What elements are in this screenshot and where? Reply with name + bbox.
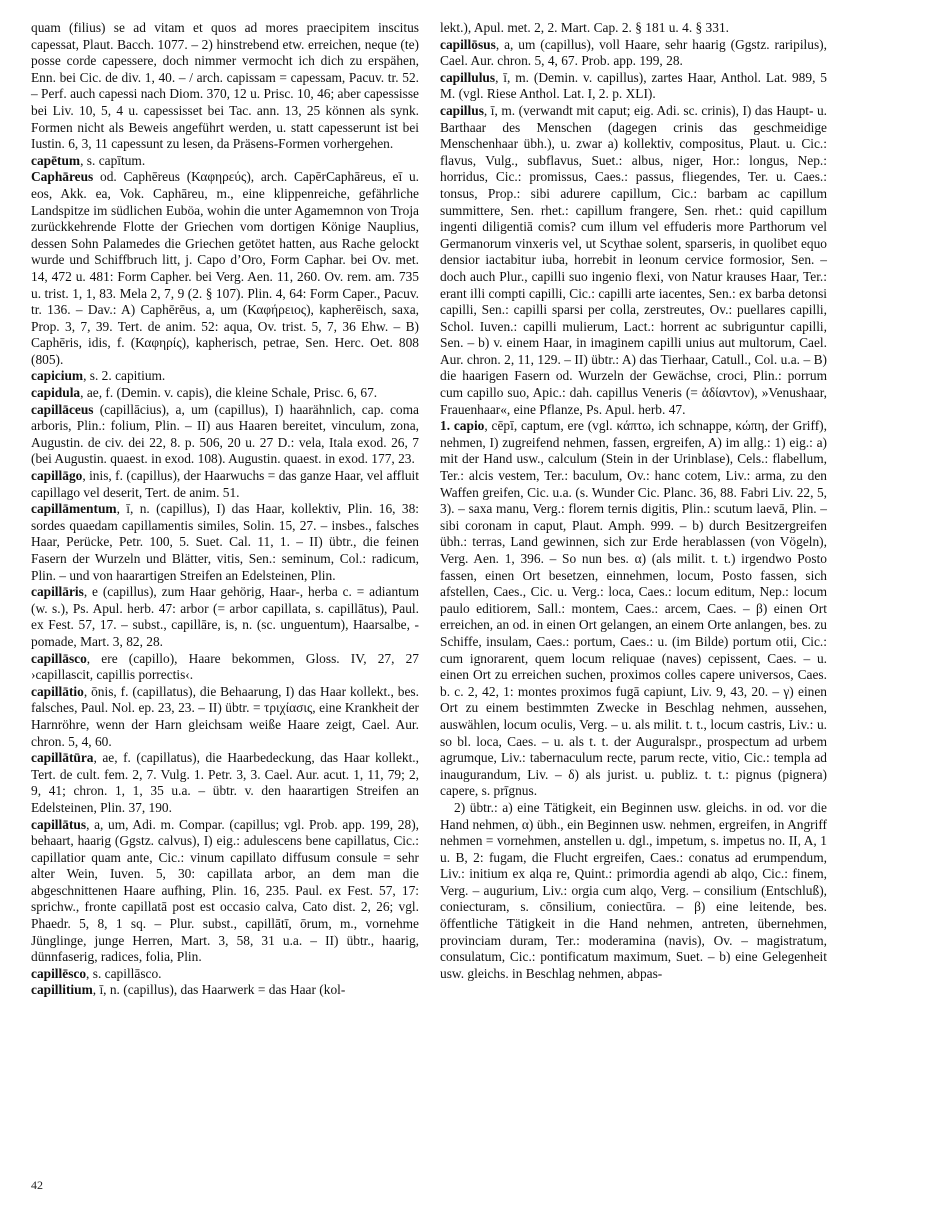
dictionary-entry (440, 37, 827, 70)
entry-text: , ere (capillo), Haare bekommen, Gloss. IV, 27, 27 ›capillascit, capillis porrectis‹. (31, 650, 419, 683)
entry-text: (capillācius), a, um (capillus), I) haarähnlich, cap. coma arboris, Plin.: folium, Plin. – II) aus Haaren bereitet, vinculum, zona, Augustin. de civ. dei 22, 8. p. 506, 20 u. 27 D.: vela, Itala exod. 26, 7 (bei Augustin. quaest. in exod. 108). Augustin. quaest. in exod. 177, 23. (31, 401, 419, 467)
entry-headword: capillāsco (31, 650, 87, 666)
entry-headword: capillātus (31, 816, 87, 832)
entry-headword: Caphāreus (31, 169, 94, 185)
entry-text: od. Caphēreus (Καφηρεύς), arch. CapērCaphāreus, eī u. eos, Akk. ea, Vok. Caphāreu, m., eine klippenreiche, gefährliche Landspitze im südlichen Euböa, wohin die unter Agamemnon von Troja zurückkehrende Flotte der Griechen vom dortigen Könige Nauplius, dessen Sohn Palamedes die Griechen getötet hatten, aus Rache gelockt wurde und Schiffbruch litt, j. Capo d’Oro, Form Caphar. bei Ov. met. 14, 472 u. 481: Form Capher. bei Verg. Aen. 11, 260. Ov. rem. am. 735 u. trist. 1, 1, 83. Mela 2, 7, 9 (2. § 107). Plin. 4, 64: Form Caper., Pacuv. tr. 136. – Dav.: A) Caphērēus, a, um (Καφήρειος), kapherēisch, saxa, Prop. 3, 7, 39. Tert. de anim. 52: aqua, Ov. trist. 5, 7, 36 Ehw. – B) Caphēris, idis, f. (Καφηρίς), kapherisch, petrae, Sen. Herc. Oet. 808 (805). (31, 169, 419, 367)
dictionary-entry (31, 584, 419, 650)
dictionary-entry (31, 402, 419, 468)
entry-headword: capillātio (31, 683, 84, 699)
entry-headword: capillus (440, 102, 484, 118)
dictionary-entry (31, 750, 419, 816)
dictionary-entry (31, 684, 419, 750)
entry-text: 2) übtr.: a) eine Tätigkeit, ein Beginnen usw. gleichs. in od. vor die Hand nehmen, α) übh., ein Beginnen usw. nehmen, ergreifen, in Angriff nehmen = vornehmen, anstellen u. dgl., impetum, s. impetus no. II, A, 1 u. B, 2: fugam, die Flucht ergreifen, Caes.: conatus ad erumpendum, Liv.: initium ex alqa re, Quint.: primordia agendi ab alqo, Cic.: finem, Verg. – augurium, Liv.: orgia cum alqo, Verg. – consilium (Entschluß), coniecturam, s. cōnsilium, coniectūra. – β) eine leitende, bes. öffentliche Tätigkeit in die Hand nehmen, antreten, übernehmen, provinciam duram, Ter.: moderamina (navis), Ov. – magistratum, consulatum, Cic.: pontificatum maximum, Suet. – b) eine Gelegenheit usw. gleichs. in Beschlag nehmen, abpas- (440, 799, 827, 981)
dictionary-entry (31, 982, 419, 999)
entry-headword: capillōsus (440, 36, 496, 52)
entry-text: , ae, f. (Demin. v. capis), die kleine Schale, Prisc. 6, 67. (80, 385, 378, 401)
dictionary-entry (31, 385, 419, 402)
entry-text: , s. capillāsco. (86, 965, 162, 981)
page-number: 42 (31, 1178, 43, 1192)
entry-headword: 1. capio (440, 418, 485, 434)
entry-headword: capillāgo (31, 468, 83, 484)
dictionary-entry (440, 20, 827, 37)
entry-headword: capicium (31, 368, 84, 384)
entry-text: , inis, f. (capillus), der Haarwuchs = das ganze Haar, vel affluit capillago vel deserit, Tert. de anim. 51. (31, 468, 419, 500)
entry-headword: capillāmentum (31, 501, 117, 517)
entry-headword: capētum (31, 152, 81, 168)
entry-text: , a, um (capillus), voll Haare, sehr haarig (Ggstz. raripilus), Cael. Aur. chron. 5, 4, 67. Prob. app. 199, 28. (440, 36, 827, 69)
entry-headword: capillulus (440, 69, 496, 85)
right-column (440, 20, 827, 982)
dictionary-entry (440, 418, 827, 800)
dictionary-entry (31, 153, 419, 170)
dictionary-entry (31, 501, 419, 584)
entry-headword: capidula (31, 385, 81, 401)
dictionary-entry (31, 817, 419, 966)
dictionary-entry (31, 169, 419, 368)
dictionary-entry (31, 468, 419, 501)
entry-text: , ī, n. (capillus), I) das Haar, kollektiv, Plin. 16, 38: sordes quaedam capillamentis similes, Solin. 15, 27. – insbes., falsches Haar, Perücke, Petr. 100, 5. Suet. Cal. 11, 1. – II) übtr., die feinen Fasern der Wurzeln und Blätter, vitis, Sen.: seminum, Col.: radicum, Plin. – und von haarartigen Streifen an Edelsteinen, Plin. (31, 501, 419, 583)
entry-headword: capillātūra (31, 750, 94, 766)
entry-text: , s. 2. capitium. (83, 368, 166, 384)
dictionary-entry (31, 651, 419, 684)
entry-headword: capillēsco (31, 965, 87, 981)
entry-text: , cēpī, captum, ere (vgl. κάπτω, ich schnappe, κώπη, der Griff), nehmen, I) zugreifend nehmen, fassen, ergreifen, A) im allg.: 1) eig.: a) mit der Hand usw., calculum (Stein in der Urinblase), Cels.: flabellum, Ter.: alcis vestem, Ter.: baculum, Ov.: hanc cotem, Liv.: arma, zu den Waffen greifen, Cic. u.a. (s. Wunder Cic. Planc. 36, 88. Fabri Liv. 22, 5, 3). – saxa manu, Verg.: florem ternis digitis, Plin.: scutum laevā, Plin. – sibi coronam in caput, Plaut. Amph. 999. – b) durch Besitzergreifen übh.: terras, Land gewinnen, sich zur Erde herablassen (von Vögeln), Verg. Aen. 1, 396. – So nun bes. α) (als milit. t. t.) irgendwo Posto fassen, einen Ort besetzen, einnehmen, locum, Posto fassen, sich afstellen, Caes., Cic. u. Verg.: loca, Caes.: locum editum, Nep.: locum paulo editiorem, Sall.: montem, Caes.: arcem, Caes. – β) einen Ort erreichen, an od. in einen Ort gelangen, an einem Orte anlangen, bes. zu Schiffe, insulam, Caes.: portum, Caes.: u. (im Bilde) portum otii, Cic.: cum ignorarent, quem locum reliquae (naves) cepissent, Caes. – u. einen Ort zu erreichen suchen, proximos colles capere universos, Caes. b. c. 2, 42, 1: montes proximos fugā capiunt, Liv. 9, 43, 20. – γ) einen Ort zu einem bestimmten Zwecke in Beschlag nehmen, aussehen, auswählen, locum oculis, Verg. – u. als milit. t. t., locum castris, Liv.: u. so bl. loca, Caes. – u. als t. t. der Auguralspr., prospectum ad urbem agrumque, Liv.: tabernaculum recte, parum recte, vitio, Cic.: templa ad inaugurandum, Liv. – δ) als jurist. u. publiz. t. t.: pignus (pignera) capere, s. prīgnus. (440, 418, 827, 799)
dictionary-entry (440, 103, 827, 418)
entry-text: , ī, n. (capillus), das Haarwerk = das Haar (kol- (92, 982, 346, 998)
entry-text: lekt.), Apul. met. 2, 2. Mart. Cap. 2. § 181 u. 4. § 331. (440, 20, 729, 35)
entry-text: , ōnis, f. (capillatus), die Behaarung, I) das Haar kollekt., bes. falsches, Paul. Nol. ep. 23, 23. – II) übtr. = τριχίασις, eine Krankheit der Harnröhre, wenn der Harn gleichsam weiße Haare zeigt, Cael. Aur. chron. 5, 4, 60. (31, 683, 419, 749)
entry-text: , a, um, Adi. m. Compar. (capillus; vgl. Prob. app. 199, 28), behaart, haarig (Ggstz. calvus), I) eig.: adulescens bene capillatus, Cic.: capillatior quam ante, Cic.: vinum capillato diffusum consule = sehr alter Wein, Iuven. 5, 30: capillata arbor, an dem man die abgeschnittenen Haare aufhing, Plin. 16, 235. Paul. ex Fest. 57, 17: sprichw., fronte capillatā post est occasio calva, Cato dist. 2, 26; vgl. Phaedr. 5, 8, 1 sq. – Plur. subst., capillātī, ōrum, m., vornehme Jünglinge, junge Herren, Mart. 3, 58, 31 u.a. – II) übtr., haarig, dünnfaserig, radices, folia, Plin. (31, 816, 419, 965)
entry-text: , ī, m. (verwandt mit caput; eig. Adi. sc. crinis), I) das Haupt- u. Barthaar des Menschen (dagegen crinis das geschmeidige Menschenhaar übh.), u. zwar a) kollektiv, compositus, Plaut. u. Cic.: flavus, Vulg., subflavus, Suet.: albus, niger, Hor.: longus, Nep.: horridus, Cic.: promissus, Caes.: passus, fliegendes, Ter. u. Caes.: tonsus, Prop.: sibi adurere capillum, Cic.: barbam ac capillum summittere, Sen. rhet.: capillum frangere, Sen. rhet.: quid capillum ingenti diligentiā comis? cum illum vel effuderis more Parthorum vel Germanorum vinxeris vel, ut Scythae solent, sparseris, in quolibet equo densior iactabitur iuba, horrebit in leonum cervice formosior, Sen. – doch auch Plur., capilli suo ingenio flexi, von Natur krauses Haar, Ter.: erant illi compti capilli, Cic.: capilli arte iacentes, Sen.: ex barba detonsi capilli, Sen.: capilli sparsi per colla, zerstreutes, Ov.: puellares capilli, Schol. Iuven.: capilli mulierum, Lact.: horrent ac subriguntur capilli, Sen. – b) v. einem Haar, in imaginem capilli unius aut multorum, Cael. Aur. chron. 2, 11, 129. – II) übtr.: A) das Tierhaar, Catull., Col. u.a. – B) die haarigen Fasern od. Wurzeln der Gewächse, croci, Plin.: porrum cum capillo suo, Apic.: dah. capillus Veneris (= ἀδίαντον), »Venushaar, Frauenhaar«, eine Pflanze, Ps. Apul. herb. 47. (440, 102, 827, 417)
entry-text: quam (filius) se ad vitam et quos ad mores praecipitem inscitus capessat, Plaut. Bacch. 1077. – 2) hinstrebend etw. erreichen, neque (te) posse corde capessere, doch nimmer vermocht ich dich zu erspähen, Enn. bei Cic. de div. 1, 40. – / arch. capissam = capessam, Pacuv. tr. 52. – Perf. auch capessi nach Diom. 370, 12 u. Prisc. 10, 46; aber capessisse bei Liv. 10, 5, 4 u. capessisset bei Tac. ann. 13, 25 können als synk. Formen nicht als Beweis angeführt werden, u. statt capesserunt ist bei Iustin. 6, 3, 11 capessunt zu lesen, da Präsens-Formen vorhergehen. (31, 20, 419, 152)
entry-headword: capillāceus (31, 401, 94, 417)
entry-text: , ī, m. (Demin. v. capillus), zartes Haar, Anthol. Lat. 989, 5 M. (vgl. Riese Anthol. Lat. I, 2. p. XLI). (440, 69, 827, 102)
entry-text: , ae, f. (capillatus), die Haarbedeckung, das Haar kollekt., Tert. de cult. fem. 2, 7. Vulg. 1. Petr. 3, 3. Cael. Aur. acut. 1, 11, 79; 2, 9, 41; chron. 1, 1, 35 u.a. – übtr. v. den haarartigen Streifen an Edelsteinen, Plin. 37, 190. (31, 750, 419, 815)
dictionary-entry (31, 20, 419, 153)
dictionary-entry (31, 368, 419, 385)
entry-text: , s. capītum. (80, 152, 146, 168)
dictionary-entry (440, 70, 827, 103)
entry-headword: capillitium (31, 982, 93, 998)
entry-headword: capillāris (31, 584, 84, 600)
dictionary-entry (31, 966, 419, 983)
left-column (31, 20, 419, 999)
entry-text: , e (capillus), zum Haar gehörig, Haar-, herba c. = adiantum (w. s.), Ps. Apul. herb. 47: arbor (= arbor capillata, s. capillātus), Paul. ex Fest. 57, 17. – subst., capillāre, is, n. (sc. unguentum), Haarsalbe, -pomade, Mart. 3, 82, 28. (31, 584, 419, 649)
dictionary-entry (440, 800, 827, 983)
